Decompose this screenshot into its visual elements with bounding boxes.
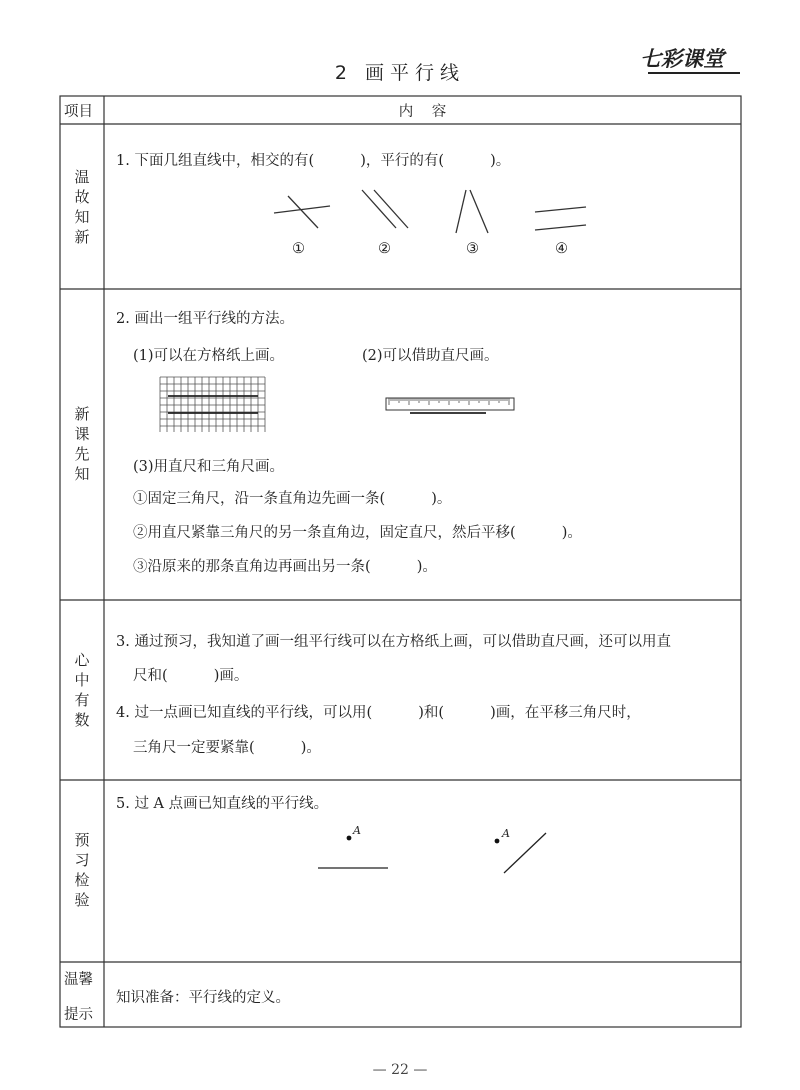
figure-label-3: ③ bbox=[466, 241, 479, 257]
question-3-line-1: 3. 通过预习，我知道了画一组平行线可以在方格纸上画，可以借助直尺画，还可以用直 bbox=[116, 634, 671, 650]
question-1: 1. 下面几组直线中，相交的有( )，平行的有( )。 bbox=[116, 153, 511, 169]
section-label-check-text: 预习检验 bbox=[74, 831, 90, 909]
point-a-2 bbox=[495, 839, 500, 844]
figure-label-1: ① bbox=[292, 241, 305, 257]
figure-label-2: ② bbox=[378, 241, 391, 257]
point-a-label-2: A bbox=[502, 827, 510, 840]
section-label-new-lesson-text: 新课先知 bbox=[74, 405, 90, 483]
step-2: ②用直尺紧靠三角尺的另一条直角边，固定直尺，然后平移( )。 bbox=[133, 525, 582, 541]
page-number: — 22 — bbox=[372, 1062, 428, 1078]
step-3: ③沿原来的那条直角边再画出另一条( )。 bbox=[133, 559, 437, 575]
question-2: 2. 画出一组平行线的方法。 bbox=[116, 311, 294, 327]
method-3: (3)用直尺和三角尺画。 bbox=[133, 459, 285, 475]
section-label-summary-text: 心中有数 bbox=[74, 651, 90, 729]
figure-label-4: ④ bbox=[555, 241, 568, 257]
column-header-item: 项目 bbox=[64, 104, 93, 120]
page-title: 2 画平行线 bbox=[334, 62, 466, 84]
question-4-line-2: 三角尺一定要紧靠( )。 bbox=[133, 740, 321, 756]
question-5: 5. 过 A 点画已知直线的平行线。 bbox=[116, 796, 329, 812]
brand-logo: 七彩课堂 bbox=[640, 47, 724, 71]
column-header-content: 内 容 bbox=[398, 104, 447, 120]
method-1: (1)可以在方格纸上画。 bbox=[133, 348, 285, 364]
question-4-line-1: 4. 过一点画已知直线的平行线，可以用( )和( )画，在平移三角尺时， bbox=[116, 705, 641, 721]
step-1: ①固定三角尺，沿一条直角边先画一条( )。 bbox=[133, 491, 452, 507]
section-label-review-text: 温故知新 bbox=[74, 168, 90, 246]
point-a-1 bbox=[347, 836, 352, 841]
question-3-line-2: 尺和( )画。 bbox=[133, 668, 249, 684]
method-2: (2)可以借助直尺画。 bbox=[362, 348, 499, 364]
section-label-tip-top: 温馨 bbox=[64, 972, 93, 988]
point-a-label-1: A bbox=[353, 824, 361, 837]
given-line-2 bbox=[504, 833, 546, 873]
section-label-tip-bottom: 提示 bbox=[64, 1007, 93, 1023]
tip-text: 知识准备：平行线的定义。 bbox=[116, 990, 290, 1006]
